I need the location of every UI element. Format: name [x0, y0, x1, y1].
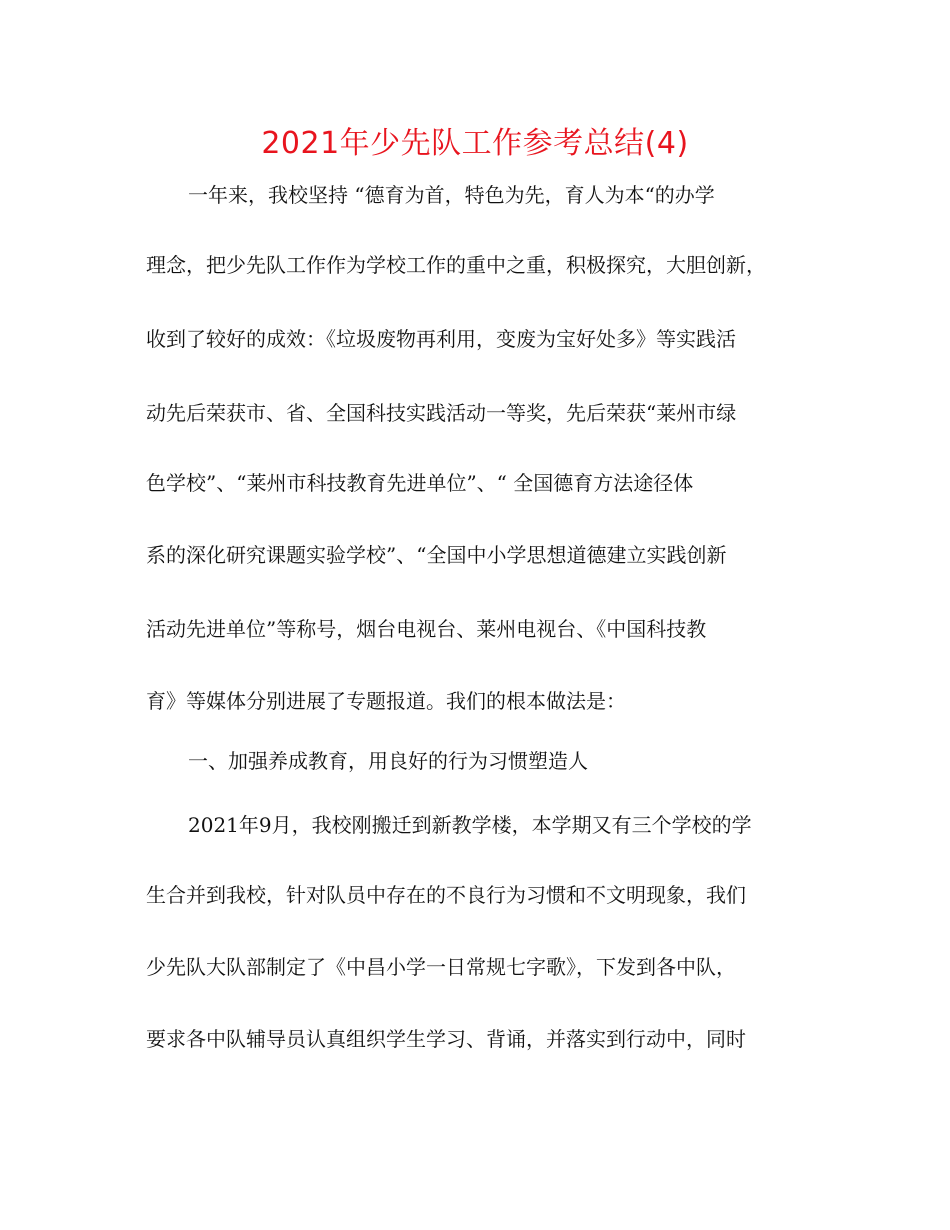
- paragraph-line: 2021年9月，我校刚搬迁到新教学楼，本学期又有三个学校的学: [188, 813, 752, 837]
- paragraph-line: 收到了较好的成效：《垃圾废物再利用，变废为宝好处多》等实践活: [146, 327, 736, 351]
- paragraph-line: 动先后荣获市、省、全国科技实践活动一等奖，先后荣获“莱州市绿: [146, 401, 737, 425]
- paragraph-line: 色学校”、“莱州市科技教育先进单位”、“ 全国德育方法途径体: [146, 471, 694, 495]
- paragraph-line: 理念，把少先队工作作为学校工作的重中之重，积极探究，大胆创新，: [146, 253, 766, 277]
- document-title: 2021年少先队工作参考总结(4): [261, 126, 689, 161]
- paragraph-line: 要求各中队辅导员认真组织学生学习、背诵，并落实到行动中，同时: [146, 1027, 746, 1051]
- section-heading: 一、加强养成教育，用良好的行为习惯塑造人: [188, 749, 588, 773]
- paragraph-line: 育》等媒体分别进展了专题报道。我们的根本做法是：: [146, 689, 626, 713]
- paragraph-line: 生合并到我校，针对队员中存在的不良行为习惯和不文明现象，我们: [146, 883, 746, 907]
- paragraph-line: 少先队大队部制定了《中昌小学一日常规七字歌》，下发到各中队，: [146, 955, 736, 979]
- paragraph-line: 活动先进单位”等称号，烟台电视台、莱州电视台、《中国科技教: [146, 617, 707, 641]
- paragraph-line: 一年来，我校坚持 “德育为首，特色为先，育人为本“的办学: [188, 183, 715, 207]
- paragraph-line: 系的深化研究课题实验学校”、“全国中小学思想道德建立实践创新: [146, 543, 727, 567]
